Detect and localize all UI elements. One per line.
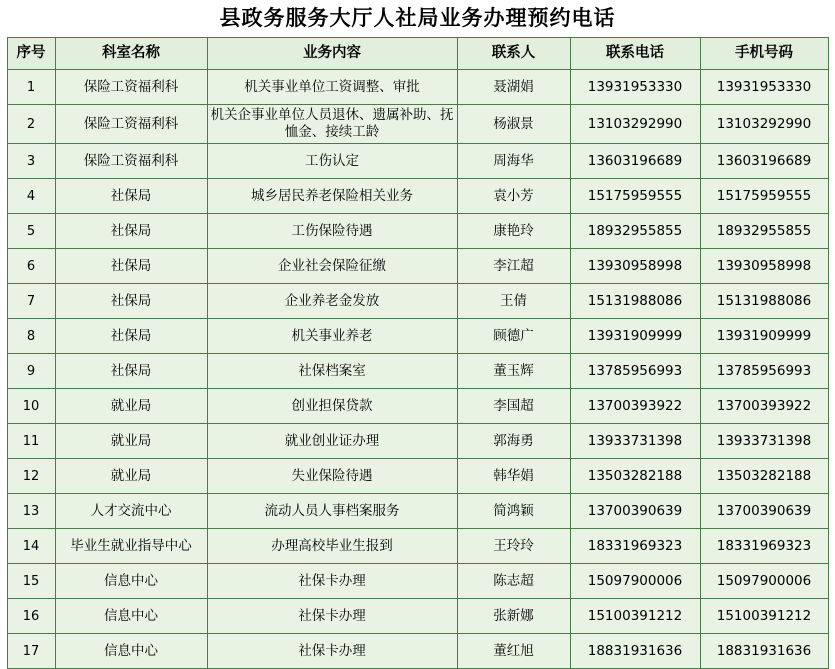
cell-business: 工伤保险待遇	[207, 214, 457, 249]
cell-business: 办理高校毕业生报到	[207, 529, 457, 564]
cell-business: 机关事业单位工资调整、审批	[207, 70, 457, 105]
cell-department: 信息中心	[55, 634, 207, 669]
cell-mobile: 15131988086	[700, 284, 828, 319]
cell-index: 9	[7, 354, 55, 389]
cell-index: 10	[7, 389, 55, 424]
cell-contact: 袁小芳	[457, 179, 570, 214]
table-row	[7, 319, 828, 354]
table-row	[7, 529, 828, 564]
cell-contact: 李国超	[457, 389, 570, 424]
table-row	[7, 214, 828, 249]
column-header-mobile: 手机号码	[700, 38, 828, 70]
cell-business: 企业养老金发放	[207, 284, 457, 319]
cell-mobile: 18331969323	[700, 529, 828, 564]
cell-index: 1	[7, 70, 55, 105]
cell-phone: 13931953330	[570, 70, 700, 105]
cell-mobile: 13931953330	[700, 70, 828, 105]
page-title: 县政务服务大厅人社局业务办理预约电话	[219, 6, 616, 30]
cell-business: 社保卡办理	[207, 564, 457, 599]
cell-index: 6	[7, 249, 55, 284]
cell-department: 信息中心	[55, 599, 207, 634]
cell-contact: 康艳玲	[457, 214, 570, 249]
cell-department: 就业局	[55, 424, 207, 459]
cell-mobile: 13785956993	[700, 354, 828, 389]
cell-phone: 13700390639	[570, 494, 700, 529]
cell-department: 社保局	[55, 214, 207, 249]
cell-contact: 杨淑景	[457, 105, 570, 144]
table-row	[7, 634, 828, 669]
cell-index: 8	[7, 319, 55, 354]
cell-contact: 张新娜	[457, 599, 570, 634]
table-header	[7, 38, 828, 70]
cell-department: 社保局	[55, 284, 207, 319]
cell-index: 15	[7, 564, 55, 599]
cell-business: 社保卡办理	[207, 599, 457, 634]
cell-mobile: 15175959555	[700, 179, 828, 214]
table-header-row	[7, 38, 828, 70]
table-row	[7, 144, 828, 179]
table-row	[7, 599, 828, 634]
cell-mobile: 13931909999	[700, 319, 828, 354]
table-row	[7, 249, 828, 284]
cell-business: 机关企事业单位人员退休、遗属补助、抚恤金、接续工龄	[207, 105, 457, 144]
cell-index: 11	[7, 424, 55, 459]
cell-department: 社保局	[55, 319, 207, 354]
cell-contact: 陈志超	[457, 564, 570, 599]
cell-phone: 18831931636	[570, 634, 700, 669]
cell-mobile: 13930958998	[700, 249, 828, 284]
table-row	[7, 564, 828, 599]
cell-index: 12	[7, 459, 55, 494]
cell-mobile: 13700393922	[700, 389, 828, 424]
cell-department: 人才交流中心	[55, 494, 207, 529]
cell-business: 创业担保贷款	[207, 389, 457, 424]
cell-department: 就业局	[55, 389, 207, 424]
cell-contact: 董玉辉	[457, 354, 570, 389]
cell-department: 就业局	[55, 459, 207, 494]
table-row	[7, 459, 828, 494]
cell-business: 就业创业证办理	[207, 424, 457, 459]
cell-phone: 13930958998	[570, 249, 700, 284]
cell-mobile: 15097900006	[700, 564, 828, 599]
cell-business: 社保卡办理	[207, 634, 457, 669]
cell-business: 企业社会保险征缴	[207, 249, 457, 284]
column-header-department: 科室名称	[55, 38, 207, 70]
cell-contact: 顾德广	[457, 319, 570, 354]
cell-mobile: 13700390639	[700, 494, 828, 529]
cell-department: 社保局	[55, 354, 207, 389]
cell-phone: 15100391212	[570, 599, 700, 634]
cell-contact: 郭海勇	[457, 424, 570, 459]
cell-contact: 李江超	[457, 249, 570, 284]
table-row	[7, 354, 828, 389]
cell-phone: 13503282188	[570, 459, 700, 494]
table-row	[7, 424, 828, 459]
cell-department: 社保局	[55, 179, 207, 214]
table-row	[7, 389, 828, 424]
cell-index: 13	[7, 494, 55, 529]
cell-business: 机关事业养老	[207, 319, 457, 354]
cell-department: 保险工资福利科	[55, 105, 207, 144]
table-row	[7, 70, 828, 105]
cell-phone: 13785956993	[570, 354, 700, 389]
cell-contact: 简鸿颖	[457, 494, 570, 529]
cell-mobile: 13603196689	[700, 144, 828, 179]
cell-department: 信息中心	[55, 564, 207, 599]
cell-phone: 13603196689	[570, 144, 700, 179]
table-row	[7, 284, 828, 319]
cell-mobile: 13933731398	[700, 424, 828, 459]
cell-index: 16	[7, 599, 55, 634]
column-header-phone: 联系电话	[570, 38, 700, 70]
cell-phone: 15131988086	[570, 284, 700, 319]
cell-contact: 王玲玲	[457, 529, 570, 564]
table-row	[7, 105, 828, 144]
cell-department: 保险工资福利科	[55, 144, 207, 179]
cell-department: 保险工资福利科	[55, 70, 207, 105]
table-body	[7, 70, 828, 669]
cell-index: 17	[7, 634, 55, 669]
cell-phone: 13933731398	[570, 424, 700, 459]
cell-index: 2	[7, 105, 55, 144]
cell-business: 流动人员人事档案服务	[207, 494, 457, 529]
cell-contact: 韩华娟	[457, 459, 570, 494]
cell-business: 工伤认定	[207, 144, 457, 179]
cell-index: 5	[7, 214, 55, 249]
column-header-contact: 联系人	[457, 38, 570, 70]
cell-phone: 18331969323	[570, 529, 700, 564]
cell-mobile: 13103292990	[700, 105, 828, 144]
table-row	[7, 494, 828, 529]
cell-index: 14	[7, 529, 55, 564]
cell-index: 4	[7, 179, 55, 214]
cell-business: 社保档案室	[207, 354, 457, 389]
cell-phone: 13103292990	[570, 105, 700, 144]
cell-business: 城乡居民养老保险相关业务	[207, 179, 457, 214]
cell-mobile: 15100391212	[700, 599, 828, 634]
cell-phone: 15175959555	[570, 179, 700, 214]
cell-department: 社保局	[55, 249, 207, 284]
cell-phone: 13700393922	[570, 389, 700, 424]
column-header-index: 序号	[7, 38, 55, 70]
table-row	[7, 179, 828, 214]
cell-phone: 18932955855	[570, 214, 700, 249]
cell-contact: 董红旭	[457, 634, 570, 669]
cell-mobile: 18831931636	[700, 634, 828, 669]
cell-contact: 王倩	[457, 284, 570, 319]
cell-mobile: 13503282188	[700, 459, 828, 494]
cell-mobile: 18932955855	[700, 214, 828, 249]
cell-index: 7	[7, 284, 55, 319]
appointment-phone-table	[7, 37, 829, 669]
cell-contact: 周海华	[457, 144, 570, 179]
cell-contact: 聂湖娟	[457, 70, 570, 105]
cell-business: 失业保险待遇	[207, 459, 457, 494]
cell-phone: 15097900006	[570, 564, 700, 599]
cell-phone: 13931909999	[570, 319, 700, 354]
cell-index: 3	[7, 144, 55, 179]
column-header-business: 业务内容	[207, 38, 457, 70]
cell-department: 毕业生就业指导中心	[55, 529, 207, 564]
